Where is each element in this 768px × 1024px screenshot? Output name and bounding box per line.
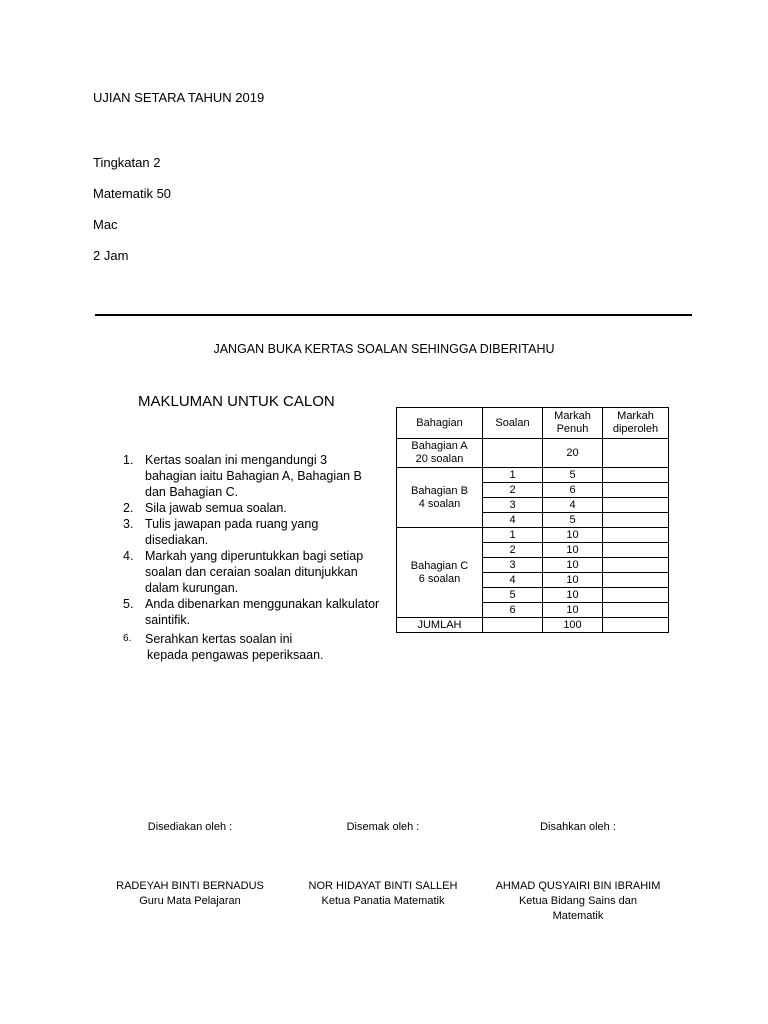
instruction-text: Anda dibenarkan menggunakan kalkulator saintifik.: [145, 597, 380, 627]
header-full-marks: Markah Penuh: [543, 408, 603, 439]
signatory-prepared: [95, 879, 285, 909]
question-cell: 3: [483, 558, 543, 573]
instruction-item: [118, 500, 380, 516]
full-mark-cell: 10: [543, 588, 603, 603]
section-name: Bahagian A: [411, 440, 468, 452]
full-mark-cell: 10: [543, 558, 603, 573]
question-cell: 5: [483, 588, 543, 603]
table-row: [397, 468, 669, 483]
obtained-cell: [603, 618, 669, 633]
table-row: [397, 528, 669, 543]
instruction-text: Kertas soalan ini mengandungi 3 bahagian iaitu Bahagian A, Bahagian B dan Bahagian C.: [145, 453, 362, 499]
form-level: Tingkatan 2: [93, 155, 161, 170]
obtained-cell: [603, 573, 669, 588]
header-question: Soalan: [483, 408, 543, 439]
signature-role-checked: Disemak oleh :: [346, 821, 420, 833]
full-mark-cell: 5: [543, 513, 603, 528]
signatory-name: RADEYAH BINTI BERNADUS: [116, 880, 264, 892]
full-mark-cell: 10: [543, 543, 603, 558]
full-mark-cell: 10: [543, 528, 603, 543]
instruction-number: 4.: [123, 549, 134, 563]
warning-notice: JANGAN BUKA KERTAS SOALAN SEHINGGA DIBERITAHU: [213, 342, 555, 356]
obtained-cell: [603, 483, 669, 498]
section-b-cell: [397, 468, 483, 528]
exam-month: Mac: [93, 217, 118, 232]
instruction-text: Tulis jawapan pada ruang yang disediakan.: [145, 517, 319, 547]
exam-duration: 2 Jam: [93, 248, 129, 263]
question-cell: 4: [483, 513, 543, 528]
question-cell: 4: [483, 573, 543, 588]
full-mark-cell: 20: [543, 439, 603, 468]
signatory-title: Ketua Bidang Sains dan Matematik: [518, 895, 638, 922]
divider-line: [95, 314, 692, 316]
signatory-checked: [288, 879, 478, 909]
instruction-number: 5.: [123, 597, 134, 611]
signatory-title: Ketua Panatia Matematik: [321, 895, 445, 907]
question-cell: 2: [483, 543, 543, 558]
instruction-number: 3.: [123, 517, 134, 531]
instruction-text: Sila jawab semua soalan.: [145, 501, 287, 515]
instruction-text: Markah yang diperuntukkan bagi setiap soalan dan ceraian soalan ditunjukkan dalam kurungan.: [145, 549, 364, 595]
obtained-cell: [603, 513, 669, 528]
signature-role-approved: Disahkan oleh :: [540, 821, 616, 833]
total-full-marks: 100: [543, 618, 603, 633]
full-mark-cell: 5: [543, 468, 603, 483]
signatory-title: Guru Mata Pelajaran: [139, 895, 241, 907]
instruction-item: [118, 548, 380, 596]
obtained-cell: [603, 603, 669, 618]
instruction-text: Serahkan kertas soalan ini: [145, 632, 293, 646]
table-row: [397, 439, 669, 468]
obtained-cell: [603, 528, 669, 543]
section-count: 6 soalan: [418, 572, 461, 585]
header-marks-obtained: Markah diperoleh: [603, 408, 669, 439]
full-mark-cell: 10: [543, 573, 603, 588]
question-cell: 6: [483, 603, 543, 618]
subject-code: Matematik 50: [93, 186, 172, 201]
instructions-list: [118, 452, 380, 663]
instruction-item: [118, 631, 380, 663]
obtained-cell: [603, 588, 669, 603]
info-heading: MAKLUMAN UNTUK CALON: [138, 393, 335, 410]
obtained-cell: [603, 439, 669, 468]
marks-table: [396, 407, 669, 633]
instruction-text-continued: kepada pengawas peperiksaan.: [147, 648, 324, 662]
obtained-cell: [603, 468, 669, 483]
header-section: Bahagian: [397, 408, 483, 439]
question-cell: 1: [483, 468, 543, 483]
instruction-item: [118, 516, 380, 548]
instruction-number: 1.: [123, 453, 134, 467]
total-label: JUMLAH: [397, 618, 483, 633]
section-name: Bahagian B: [411, 484, 468, 497]
section-count: 20 soalan: [415, 453, 464, 465]
instruction-number: 6.: [123, 633, 132, 644]
section-c-cell: [397, 528, 483, 618]
question-cell: 3: [483, 498, 543, 513]
obtained-cell: [603, 543, 669, 558]
section-name: Bahagian C: [410, 559, 469, 572]
question-cell: [483, 439, 543, 468]
question-cell: 1: [483, 528, 543, 543]
obtained-cell: [603, 498, 669, 513]
table-header-row: [397, 408, 669, 439]
section-count: 4 soalan: [418, 497, 461, 510]
section-a-cell: [397, 439, 483, 468]
question-cell: [483, 618, 543, 633]
table-total-row: [397, 618, 669, 633]
signatory-name: AHMAD QUSYAIRI BIN IBRAHIM: [495, 880, 661, 892]
obtained-cell: [603, 558, 669, 573]
signatory-name: NOR HIDAYAT BINTI SALLEH: [308, 880, 458, 892]
instruction-number: 2.: [123, 501, 134, 515]
signature-role-prepared: Disediakan oleh :: [147, 821, 233, 833]
instruction-item: [118, 596, 380, 628]
instruction-item: [118, 452, 380, 500]
question-cell: 2: [483, 483, 543, 498]
full-mark-cell: 4: [543, 498, 603, 513]
signatory-approved: [480, 879, 676, 924]
full-mark-cell: 10: [543, 603, 603, 618]
exam-title: UJIAN SETARA TAHUN 2019: [93, 90, 265, 105]
full-mark-cell: 6: [543, 483, 603, 498]
